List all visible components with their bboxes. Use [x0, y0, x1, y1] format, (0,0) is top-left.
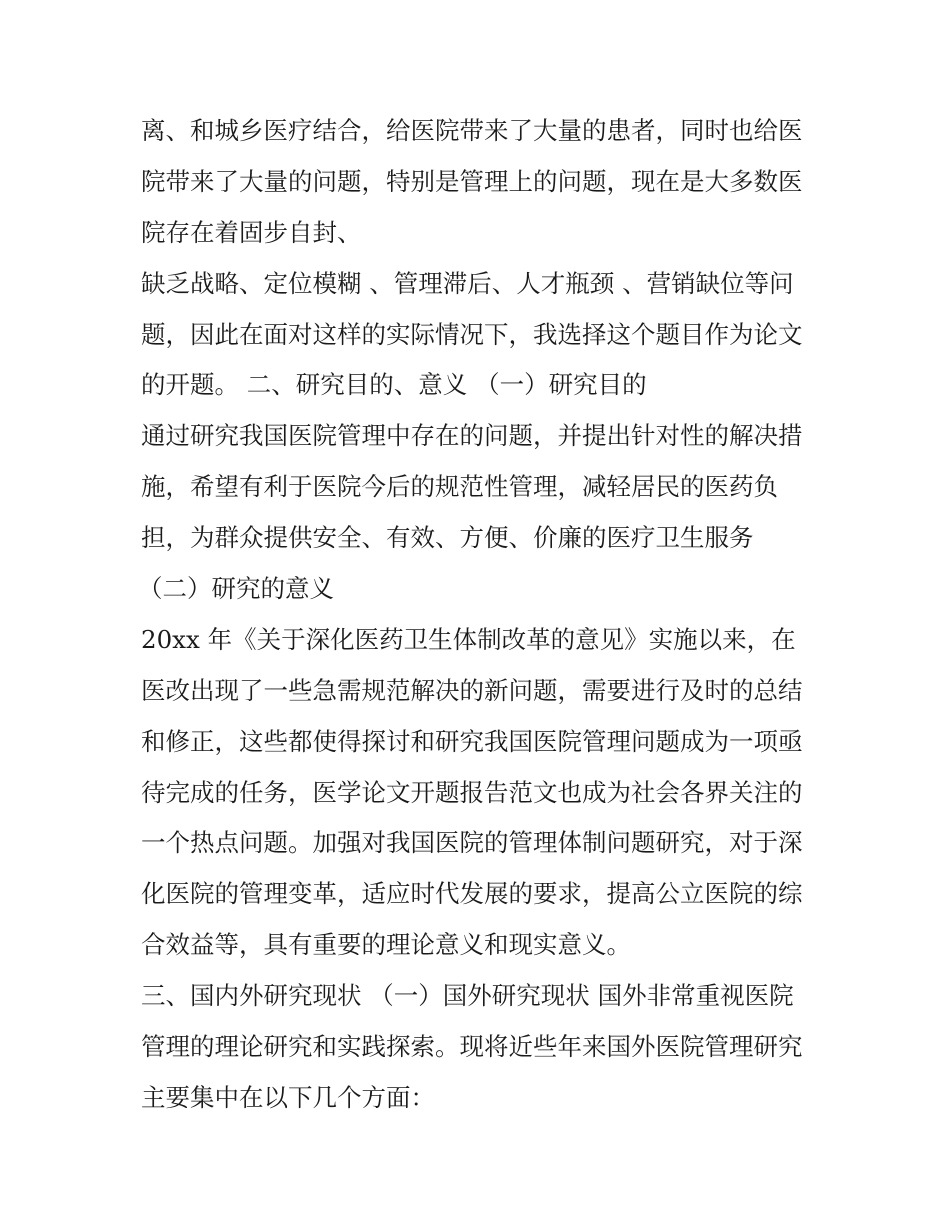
text-line: （二）研究的意义	[138, 574, 334, 604]
text-line: 通过研究我国医院管理中存在的问题，并提出针对性的解决措	[141, 421, 803, 451]
text-line: 施，希望有利于医院今后的规范性管理，减轻居民的医药负	[141, 472, 778, 502]
text-line: 和修正，这些都使得探讨和研究我国医院管理问题成为一项亟	[141, 726, 803, 756]
text-line: 缺乏战略、定位模糊 、管理滞后、人才瓶颈 、营销缺位等问	[141, 268, 794, 298]
text-line: 合效益等，具有重要的理论意义和现实意义。	[141, 930, 631, 960]
text-line: 化医院的管理变革，适应时代发展的要求，提高公立医院的综	[141, 879, 803, 909]
text-line: 院带来了大量的问题，特别是管理上的问题，现在是大多数医	[141, 166, 803, 196]
text-line: 题，因此在面对这样的实际情况下，我选择这个题目作为论文	[141, 319, 803, 349]
text-line: 一个热点问题。加强对我国医院的管理体制问题研究，对于深	[141, 828, 803, 858]
text-line: 管理的理论研究和实践探索。现将近些年来国外医院管理研究	[141, 1032, 803, 1062]
text-line: 三、国内外研究现状 （一）国外研究现状 国外非常重视医院	[141, 981, 794, 1011]
text-line: 院存在着固步自封、	[141, 217, 362, 247]
text-line: 医改出现了一些急需规范解决的新问题，需要进行及时的总结	[141, 675, 803, 705]
text-line: 主要集中在以下几个方面：	[141, 1082, 435, 1112]
text-line: 担，为群众提供安全、有效、方便、价廉的医疗卫生服务	[141, 523, 754, 553]
text-line: 离、和城乡医疗结合，给医院带来了大量的患者，同时也给医	[141, 116, 803, 145]
body-text	[138, 106, 821, 1124]
text-line: 20xx 年《关于深化医药卫生体制改革的意见》实施以来，在	[141, 624, 796, 654]
text-line: 待完成的任务，医学论文开题报告范文也成为社会各界关注的	[141, 777, 803, 807]
text-line: 的开题。 二、研究目的、意义 （一）研究目的	[141, 370, 647, 400]
